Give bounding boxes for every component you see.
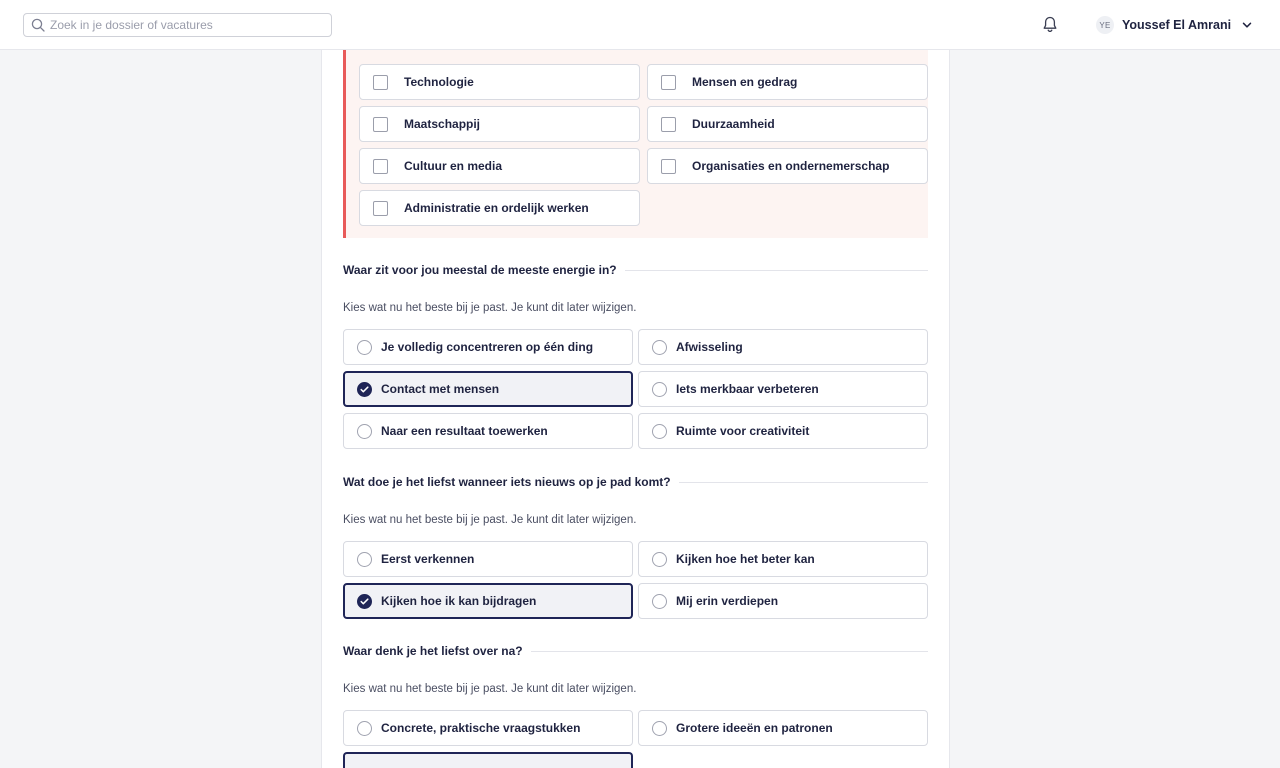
top-bar — [0, 0, 1280, 50]
option-label: Organisaties en ondernemerschap — [692, 159, 890, 173]
radio-option-selected[interactable] — [343, 583, 633, 619]
question-help: Kies wat nu het beste bij je past. Je kunt dit later wijzigen. — [343, 683, 637, 695]
checkbox[interactable] — [373, 201, 388, 216]
option-label: Naar een resultaat toewerken — [381, 424, 548, 438]
search-icon — [31, 18, 45, 32]
interest-option[interactable] — [647, 106, 928, 142]
user-menu[interactable] — [1096, 14, 1253, 36]
chevron-down-icon[interactable] — [1241, 19, 1253, 31]
interest-option[interactable] — [359, 190, 640, 226]
option-label: Maatschappij — [404, 117, 481, 131]
option-label: Kijken hoe het beter kan — [676, 552, 815, 566]
divider — [655, 482, 928, 483]
radio-button[interactable] — [357, 340, 372, 355]
radio-option[interactable] — [343, 329, 633, 365]
option-label: Iets merkbaar verbeteren — [676, 382, 819, 396]
radio-button[interactable] — [652, 594, 667, 609]
radio-option[interactable] — [343, 541, 633, 577]
checkbox[interactable] — [661, 117, 676, 132]
option-label: Ruimte voor creativiteit — [676, 424, 810, 438]
checkbox[interactable] — [661, 159, 676, 174]
check-icon — [360, 385, 369, 394]
question-help: Kies wat nu het beste bij je past. Je kunt dit later wijzigen. — [343, 514, 637, 526]
user-name: Youssef El Amrani — [1122, 18, 1232, 32]
radio-option[interactable] — [638, 583, 928, 619]
radio-option[interactable] — [638, 329, 928, 365]
checkbox[interactable] — [373, 159, 388, 174]
option-label: Mensen en gedrag — [692, 75, 798, 89]
checkbox[interactable] — [661, 75, 676, 90]
avatar: YE — [1096, 16, 1114, 34]
checkbox[interactable] — [373, 75, 388, 90]
question-title: Waar zit voor jou meestal de meeste energie in? — [343, 263, 625, 277]
divider — [516, 651, 928, 652]
option-label: Kijken hoe ik kan bijdragen — [381, 594, 537, 608]
option-label: Cultuur en media — [404, 159, 503, 173]
check-icon — [360, 597, 369, 606]
divider — [600, 270, 928, 271]
interest-option[interactable] — [647, 64, 928, 100]
option-label: Afwisseling — [676, 340, 743, 354]
radio-button[interactable] — [357, 552, 372, 567]
radio-button[interactable] — [652, 340, 667, 355]
option-label: Je volledig concentreren op één ding — [381, 340, 594, 354]
radio-button[interactable] — [357, 594, 372, 609]
radio-button[interactable] — [652, 382, 667, 397]
interest-option[interactable] — [647, 148, 928, 184]
radio-option[interactable] — [343, 710, 633, 746]
question-title: Waar denk je het liefst over na? — [343, 644, 531, 658]
bell-icon[interactable] — [1042, 16, 1058, 33]
option-label: Administratie en ordelijk werken — [404, 201, 589, 215]
radio-button[interactable] — [357, 424, 372, 439]
question-help: Kies wat nu het beste bij je past. Je kunt dit later wijzigen. — [343, 302, 637, 314]
interest-option[interactable] — [359, 64, 640, 100]
radio-option-partial[interactable] — [343, 752, 633, 768]
option-label: Mij erin verdiepen — [676, 594, 779, 608]
option-label: Technologie — [404, 75, 474, 89]
radio-option[interactable] — [343, 413, 633, 449]
radio-button[interactable] — [652, 552, 667, 567]
interest-option[interactable] — [359, 106, 640, 142]
question-title: Wat doe je het liefst wanneer iets nieuws op je pad komt? — [343, 475, 679, 489]
radio-button[interactable] — [652, 424, 667, 439]
radio-option[interactable] — [638, 371, 928, 407]
radio-option-selected[interactable] — [343, 371, 633, 407]
option-label: Concrete, praktische vraagstukken — [381, 721, 581, 735]
option-label: Duurzaamheid — [692, 117, 775, 131]
search-box[interactable] — [23, 13, 332, 37]
radio-button[interactable] — [652, 721, 667, 736]
checkbox[interactable] — [373, 117, 388, 132]
search-input[interactable] — [50, 16, 326, 34]
option-label: Contact met mensen — [381, 382, 500, 396]
radio-option[interactable] — [638, 541, 928, 577]
option-label: Grotere ideeën en patronen — [676, 721, 833, 735]
radio-option[interactable] — [638, 413, 928, 449]
interest-option[interactable] — [359, 148, 640, 184]
radio-button[interactable] — [357, 382, 372, 397]
option-label: Eerst verkennen — [381, 552, 475, 566]
radio-button[interactable] — [357, 721, 372, 736]
radio-option[interactable] — [638, 710, 928, 746]
